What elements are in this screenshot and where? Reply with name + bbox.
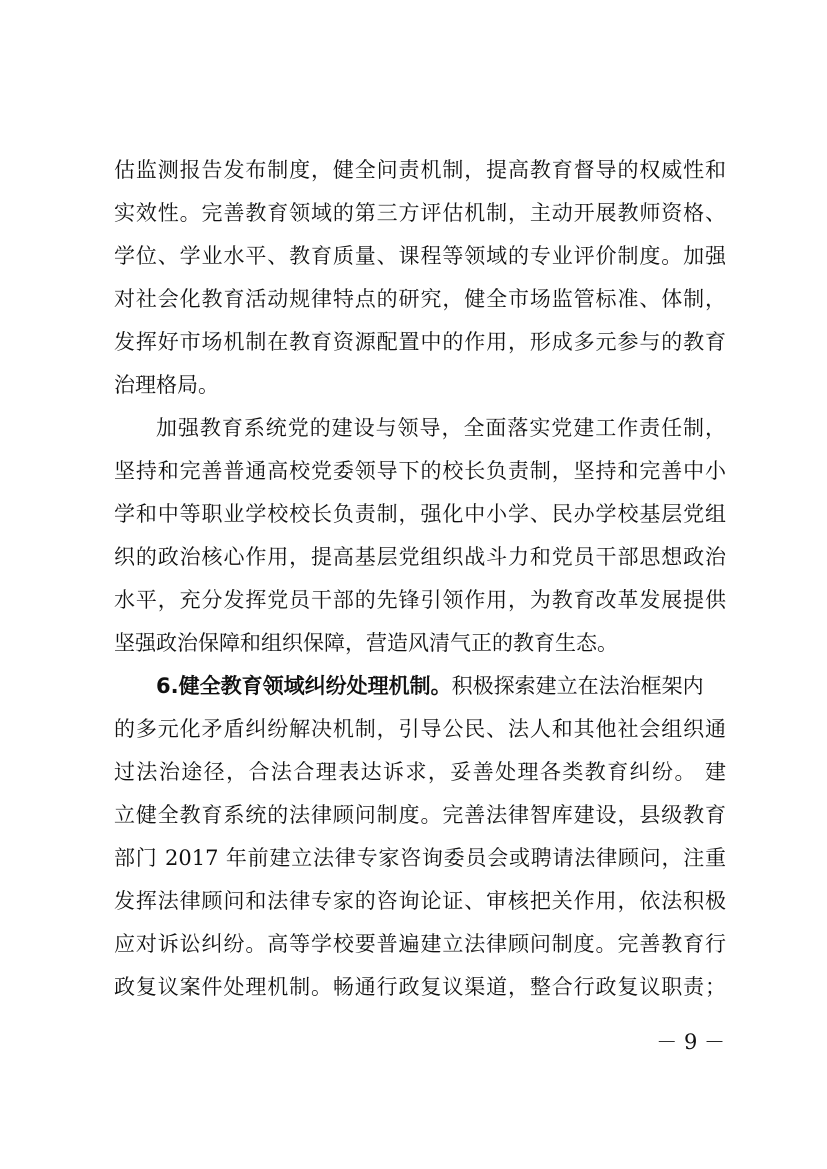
paragraph-3-line-5: 部门 2017 年前建立法律专家咨询委员会或聘请法律顾问，注重: [114, 846, 726, 870]
paragraph-3-line-6: 发挥法律顾问和法律专家的咨询论证、审核把关作用，依法积极: [114, 889, 726, 913]
paragraph-3-line-2: 的多元化矛盾纠纷解决机制，引导公民、法人和其他社会组织通: [114, 717, 726, 741]
paragraph-3-line-8: 政复议案件处理机制。畅通行政复议渠道，整合行政复议职责；: [114, 975, 726, 999]
paragraph-1-line-6: 治理格局。: [114, 373, 219, 397]
paragraph-3-line-1: [156, 666, 726, 706]
paragraph-1-line-3: 学位、学业水平、教育质量、课程等领域的专业评价制度。加强: [114, 244, 726, 268]
paragraph-3-line-7: 应对诉讼纠纷。高等学校要普遍建立法律顾问制度。完善教育行: [114, 932, 726, 956]
paragraph-1-line-4: 对社会化教育活动规律特点的研究，健全市场监管标准、体制，: [114, 287, 726, 311]
paragraph-2-line-2: 坚持和完善普通高校党委领导下的校长负责制，坚持和完善中小: [114, 459, 726, 483]
section-heading: 6.健全教育领域纠纷处理机制。: [156, 674, 452, 698]
page-number: － 9 －: [656, 1030, 725, 1054]
paragraph-2-line-1: 加强教育系统党的建设与领导，全面落实党建工作责任制，: [156, 416, 726, 440]
paragraph-3-line-4: 立健全教育系统的法律顾问制度。完善法律智库建设，县级教育: [114, 803, 726, 827]
paragraph-3-line-3: 过法治途径，合法合理表达诉求，妥善处理各类教育纠纷。 建: [114, 760, 726, 784]
paragraph-1-line-2: 实效性。完善教育领域的第三方评估机制，主动开展教师资格、: [114, 201, 726, 225]
paragraph-2-line-4: 织的政治核心作用，提高基层党组织战斗力和党员干部思想政治: [114, 545, 726, 569]
paragraph-2-line-3: 学和中等职业学校校长负责制，强化中小学、民办学校基层党组: [114, 502, 726, 526]
paragraph-2-line-5: 水平，充分发挥党员干部的先锋引领作用，为教育改革发展提供: [114, 588, 726, 612]
paragraph-1-line-1: 估监测报告发布制度，健全问责机制，提高教育督导的权威性和: [114, 158, 726, 182]
paragraph-2-line-6: 坚强政治保障和组织保障，营造风清气正的教育生态。: [114, 631, 618, 655]
paragraph-3-first-line-text: 积极探索建立在法治框架内: [451, 674, 704, 698]
paragraph-1-line-5: 发挥好市场机制在教育资源配置中的作用，形成多元参与的教育: [114, 330, 726, 354]
